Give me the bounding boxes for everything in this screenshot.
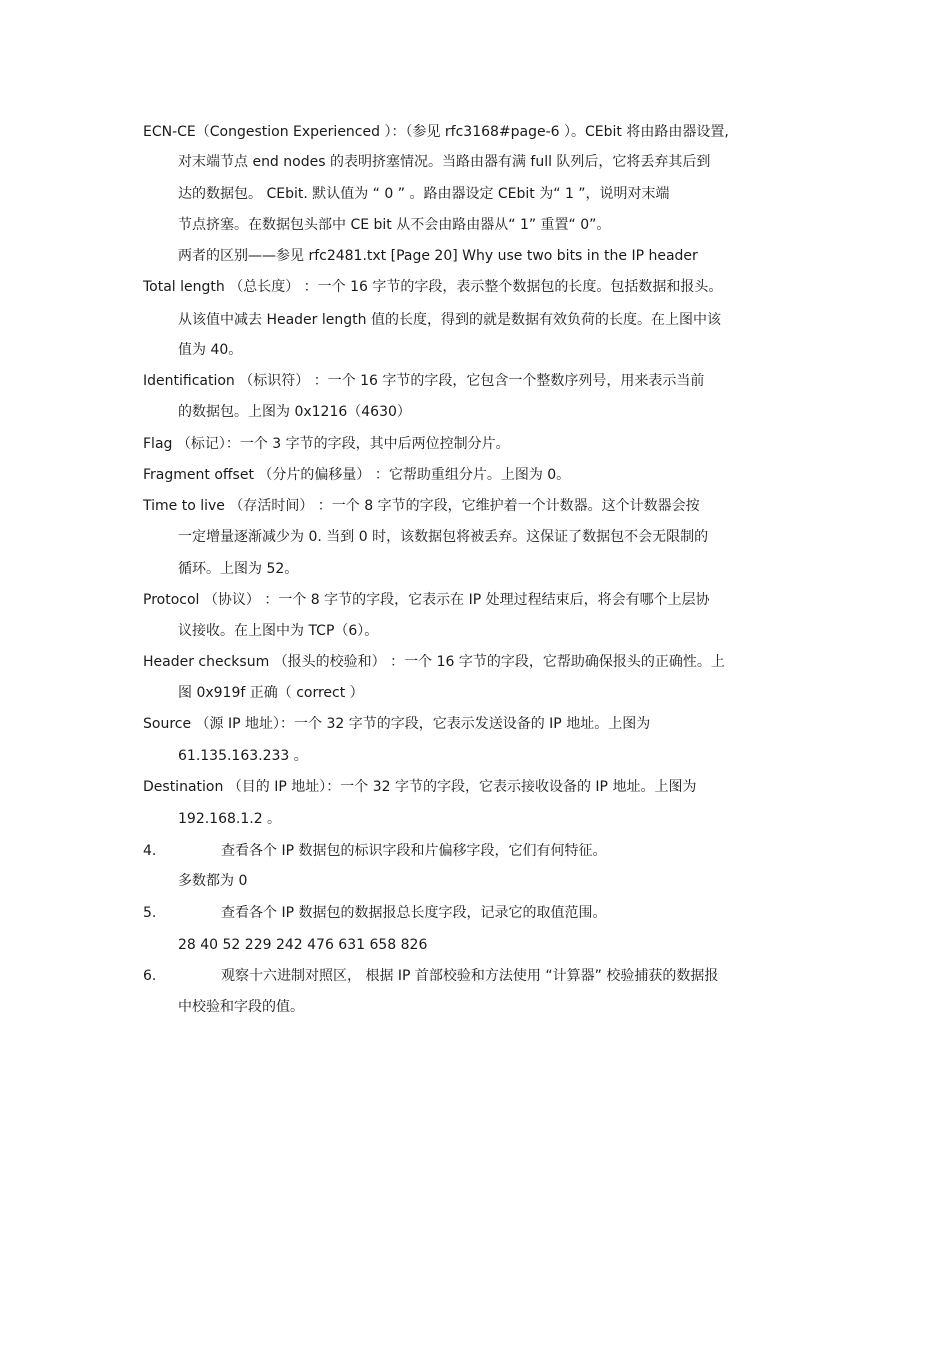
question-answer: 多数都为 0 <box>178 873 248 889</box>
text-line: 议接收。在上图中为 TCP（6）。 <box>178 623 379 639</box>
question-text: 观察十六进制对照区， 根据 IP 首部校验和方法使用 “计算器” 校验捕获的数据报 <box>221 968 719 984</box>
text-line: 值为 40。 <box>178 342 243 358</box>
text-line: Identification （标识符） ：一个 16 字节的字段，它包含一个整数序列号，用来表示当前 <box>143 373 705 389</box>
text-line: 的数据包。上图为 0x1216（4630） <box>178 404 411 420</box>
text-line: Protocol （协议） ：一个 8 字节的字段，它表示在 IP 处理过程结束后，将会有哪个上层协 <box>143 592 710 608</box>
text-line: 一定增量逐渐减少为 0. 当到 0 时，该数据包将被丢弃。这保证了数据包不会无限制的 <box>178 529 709 545</box>
text-line: 61.135.163.233 。 <box>178 748 308 764</box>
text-line: 从该值中减去 Header length 值的长度，得到的就是数据有效负荷的长度。在上图中该 <box>178 312 721 328</box>
text-line: 图 0x919f 正确（ correct ） <box>178 685 364 701</box>
text-line: ECN-CE（Congestion Experienced ）：（参见 rfc3168#page-6 ）。CEbit 将由路由器设置, <box>143 124 729 140</box>
question-text: 查看各个 IP 数据包的标识字段和片偏移字段，它们有何特征。 <box>221 843 607 859</box>
text-line: 192.168.1.2 。 <box>178 811 282 827</box>
text-line: 节点挤塞。在数据包头部中 CE bit 从不会由路由器从“ 1” 重置“ 0”。 <box>178 217 611 233</box>
question-answer: 28 40 52 229 242 476 631 658 826 <box>178 937 428 953</box>
text-line: Time to live （存活时间） ：一个 8 字节的字段，它维护着一个计数器。这个计数器会按 <box>143 498 700 514</box>
question-number: 5. <box>143 905 157 921</box>
question-text: 查看各个 IP 数据包的数据报总长度字段，记录它的取值范围。 <box>221 905 607 921</box>
text-line: 两者的区别——参见 rfc2481.txt [Page 20] Why use two bits in the IP header <box>178 248 698 264</box>
question-text-continued: 中校验和字段的值。 <box>178 999 304 1015</box>
question-number: 6. <box>143 968 157 984</box>
text-line: Source （源 IP 地址）：一个 32 字节的字段，它表示发送设备的 IP 地址。上图为 <box>143 716 651 732</box>
text-line: 对末端节点 end nodes 的表明挤塞情况。当路由器有满 full 队列后，它将丢弃其后到 <box>178 154 711 170</box>
question-number: 4. <box>143 843 157 859</box>
text-line: Total length （总长度） ：一个 16 字节的字段，表示整个数据包的长度。包括数据和报头。 <box>143 279 723 295</box>
text-line: 达的数据包。 CEbit. 默认值为 “ 0 ” 。路由器设定 CEbit 为“ 1 ”，说明对末端 <box>178 186 670 202</box>
text-line: Flag （标记）：一个 3 字节的字段，其中后两位控制分片。 <box>143 436 510 452</box>
text-line: 循环。上图为 52。 <box>178 561 299 577</box>
text-line: Header checksum （报头的校验和） ：一个 16 字节的字段，它帮助确保报头的正确性。上 <box>143 654 725 670</box>
text-line: Fragment offset （分片的偏移量） ：它帮助重组分片。上图为 0。 <box>143 467 571 483</box>
text-line: Destination （目的 IP 地址）：一个 32 字节的字段，它表示接收设备的 IP 地址。上图为 <box>143 779 697 795</box>
